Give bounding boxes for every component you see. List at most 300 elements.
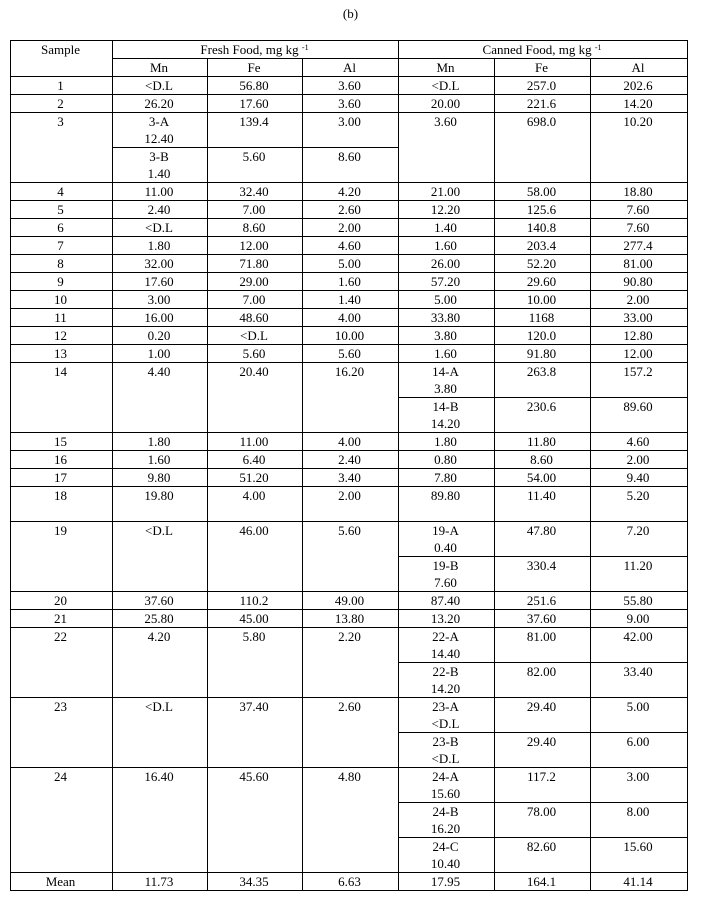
element-header-row (11, 59, 688, 77)
header-row (11, 41, 688, 59)
fresh-fe-cell: 45.60 (208, 768, 303, 873)
fresh-al-cell: 13.80 (303, 610, 399, 628)
canned-fe-cell: 251.6 (495, 592, 591, 610)
sample-cell: 13 (11, 345, 113, 363)
mn-line: 22-B (432, 664, 459, 679)
canned-mn-cell (399, 183, 495, 201)
fresh-al-cell: 2.60 (303, 201, 399, 219)
canned-fe-cell: 117.2 (495, 768, 591, 803)
fresh-al-cell: 3.60 (303, 77, 399, 95)
table-row (11, 113, 688, 148)
mn-line: 0.80 (434, 452, 457, 467)
mn-line: 24-C (432, 839, 459, 854)
canned-al-cell: 14.20 (591, 95, 688, 113)
canned-fe-cell: 47.80 (495, 522, 591, 557)
fresh-mn-cell (113, 291, 208, 309)
sample-cell: 16 (11, 451, 113, 469)
mn-line: 19.80 (144, 488, 174, 503)
canned-fe-header: Fe (495, 59, 591, 77)
table-row (11, 610, 688, 628)
canned-fe-cell: 120.0 (495, 327, 591, 345)
canned-mn-cell (399, 201, 495, 219)
table-row (11, 327, 688, 345)
table-caption: (b) (342, 6, 359, 21)
sample-cell: 2 (11, 95, 113, 113)
fresh-al-cell: 2.40 (303, 451, 399, 469)
fresh-al-cell: 2.00 (303, 219, 399, 237)
fresh-fe-cell: 4.00 (208, 487, 303, 522)
canned-fe-cell: 125.6 (495, 201, 591, 219)
canned-al-cell: 4.60 (591, 433, 688, 451)
fresh-fe-cell: 12.00 (208, 237, 303, 255)
fresh-fe-cell: 56.80 (208, 77, 303, 95)
mn-line: 12.40 (144, 131, 174, 146)
fresh-food-header: Fresh Food, mg kg $^{-1}$ (113, 41, 399, 59)
fresh-fe-cell: 71.80 (208, 255, 303, 273)
mn-line: 19-B (432, 558, 459, 573)
canned-mn-cell (399, 77, 495, 95)
canned-al-cell: 33.40 (591, 663, 688, 698)
fresh-al-cell: 10.00 (303, 327, 399, 345)
table-row (11, 95, 688, 113)
fresh-mn-cell (113, 345, 208, 363)
sample-cell: 17 (11, 469, 113, 487)
mn-line: 14.20 (430, 416, 461, 431)
mn-line: 26.00 (430, 256, 461, 271)
mn-line: 7.60 (434, 575, 457, 590)
canned-fe-cell: 29.40 (495, 698, 591, 733)
fresh-fe-cell: 8.60 (208, 219, 303, 237)
fresh-mn-header: Mn (113, 59, 208, 77)
sample-header: Sample (11, 41, 113, 77)
canned-fe-cell: 10.00 (495, 291, 591, 309)
mn-line: 4.40 (147, 364, 171, 379)
table-row (11, 469, 688, 487)
mn-line: <D.L (145, 699, 173, 714)
mn-line: 4.20 (147, 629, 171, 644)
canned-mn-cell (399, 768, 495, 803)
canned-mn-cell (399, 309, 495, 327)
mn-line: 12.20 (430, 202, 461, 217)
table-row (11, 433, 688, 451)
mn-line: 1.80 (434, 434, 457, 449)
mean-row (11, 873, 688, 891)
fresh-mn-cell (113, 237, 208, 255)
metals-table (10, 40, 688, 891)
mn-line: 24-B (432, 804, 459, 819)
canned-mn-cell (399, 273, 495, 291)
mn-line: 1.40 (147, 166, 171, 181)
fresh-fe-cell: 45.00 (208, 610, 303, 628)
sample-cell: 22 (11, 628, 113, 698)
canned-al-cell: 12.00 (591, 345, 688, 363)
mn-line: 3.80 (434, 328, 457, 343)
mn-line: 89.80 (430, 488, 461, 503)
fresh-fe-cell: 5.80 (208, 628, 303, 698)
canned-mn-cell (399, 291, 495, 309)
mn-line: <D.L (431, 751, 460, 766)
fresh-mn-cell (113, 95, 208, 113)
table-row (11, 628, 688, 663)
mn-line: 11.00 (144, 184, 174, 199)
canned-mn-cell (399, 345, 495, 363)
fresh-al-cell: 4.00 (303, 433, 399, 451)
mn-line: 14-A (432, 364, 459, 379)
table-row (11, 237, 688, 255)
mn-line: <D.L (431, 78, 460, 93)
canned-al-cell: 15.60 (591, 838, 688, 873)
canned-al-cell: 2.00 (591, 291, 688, 309)
canned-al-cell: 10.20 (591, 113, 688, 183)
canned-fe-cell: 698.0 (495, 113, 591, 183)
fresh-fe-cell: 7.00 (208, 201, 303, 219)
fresh-mn-cell (113, 183, 208, 201)
unit-exponent: -1 (301, 43, 309, 52)
canned-fe-cell: 52.20 (495, 255, 591, 273)
mn-line: 14-B (432, 399, 459, 414)
unit-exponent: -1 (594, 43, 602, 52)
table-row (11, 487, 688, 522)
fresh-al-cell: 1.60 (303, 273, 399, 291)
mn-line: 2.40 (147, 202, 171, 217)
fresh-fe-cell: 32.40 (208, 183, 303, 201)
fresh-fe-cell: 139.4 (208, 113, 303, 148)
fresh-al-cell: 4.20 (303, 183, 399, 201)
canned-al-cell: 2.00 (591, 451, 688, 469)
table-body (11, 77, 688, 891)
fresh-mn-cell (113, 113, 208, 148)
mn-line: 20.00 (430, 96, 461, 111)
canned-al-cell: 9.40 (591, 469, 688, 487)
table-row (11, 255, 688, 273)
mn-line: 14.20 (430, 681, 461, 696)
canned-mn-cell (399, 113, 495, 183)
fresh-mn-cell (113, 201, 208, 219)
sample-cell: 1 (11, 77, 113, 95)
canned-al-cell: 90.80 (591, 273, 688, 291)
mn-line: 3-B (149, 149, 169, 164)
canned-fe-cell: 11.80 (495, 433, 591, 451)
fresh-mn-cell (113, 309, 208, 327)
mn-line: 21.00 (430, 184, 461, 199)
canned-mn-cell (399, 219, 495, 237)
mn-line: 57.20 (430, 274, 461, 289)
canned-al-cell: 8.00 (591, 803, 688, 838)
mn-line: 0.20 (147, 328, 171, 343)
fresh-fe-cell: 5.60 (208, 148, 303, 183)
mn-line: 7.80 (434, 470, 457, 485)
canned-fe-cell: 54.00 (495, 469, 591, 487)
fresh-fe-cell: 29.00 (208, 273, 303, 291)
canned-mn-header: Mn (399, 59, 495, 77)
sample-cell: 3 (11, 113, 113, 183)
sample-cell: 19 (11, 522, 113, 592)
fresh-fe-cell: 48.60 (208, 309, 303, 327)
mn-line: 1.40 (434, 220, 457, 235)
mn-line: 23-B (432, 734, 459, 749)
fresh-al-cell: 3.00 (303, 113, 399, 148)
table-row (11, 309, 688, 327)
fresh-al-header: Al (303, 59, 399, 77)
table-row (11, 522, 688, 557)
mn-line: 87.40 (430, 593, 461, 608)
fresh-fe-cell: 6.40 (208, 451, 303, 469)
canned-fe-cell: 29.60 (495, 273, 591, 291)
canned-al-cell: 9.00 (591, 610, 688, 628)
fresh-mn-cell (113, 451, 208, 469)
sample-cell: 6 (11, 219, 113, 237)
canned-mn-cell (399, 255, 495, 273)
mean-value: 164.1 (495, 873, 591, 891)
mn-line: 3-A (148, 114, 170, 129)
canned-fe-cell: 37.60 (495, 610, 591, 628)
sample-cell: 11 (11, 309, 113, 327)
fresh-al-cell: 3.40 (303, 469, 399, 487)
canned-fe-cell: 140.8 (495, 219, 591, 237)
fresh-mn-cell (113, 327, 208, 345)
canned-fe-cell: 81.00 (495, 628, 591, 663)
sample-cell: 10 (11, 291, 113, 309)
mn-line: 25.80 (144, 611, 174, 626)
fresh-mn-cell (113, 77, 208, 95)
canned-fe-cell: 330.4 (495, 557, 591, 592)
mn-line: 1.00 (147, 346, 171, 361)
canned-mn-cell (399, 557, 495, 592)
canned-fe-cell: 221.6 (495, 95, 591, 113)
fresh-mn-cell (113, 273, 208, 291)
sample-cell: 4 (11, 183, 113, 201)
fresh-fe-cell: 51.20 (208, 469, 303, 487)
canned-fe-cell: 82.00 (495, 663, 591, 698)
fresh-mn-cell (113, 628, 208, 698)
canned-al-cell: 12.80 (591, 327, 688, 345)
fresh-fe-cell: 7.00 (208, 291, 303, 309)
fresh-fe-cell: 37.40 (208, 698, 303, 768)
sample-cell: 21 (11, 610, 113, 628)
sample-cell: 23 (11, 698, 113, 768)
fresh-al-cell: 1.40 (303, 291, 399, 309)
canned-fe-cell: 91.80 (495, 345, 591, 363)
canned-al-cell: 3.00 (591, 768, 688, 803)
canned-fe-cell: 11.40 (495, 487, 591, 522)
fresh-mn-cell (113, 487, 208, 522)
fresh-mn-cell (113, 363, 208, 433)
mean-value: 17.95 (399, 873, 495, 891)
mn-line: <D.L (145, 78, 173, 93)
table-row (11, 219, 688, 237)
mn-line: <D.L (145, 523, 173, 538)
sample-cell: 7 (11, 237, 113, 255)
canned-mn-cell (399, 698, 495, 733)
canned-fe-cell: 1168 (495, 309, 591, 327)
canned-food-header: Canned Food, mg kg $^{-1}$ (399, 41, 688, 59)
mn-line: 14.40 (430, 646, 461, 661)
fresh-al-cell: 2.20 (303, 628, 399, 698)
fresh-fe-cell: 11.00 (208, 433, 303, 451)
fresh-mn-cell (113, 522, 208, 592)
mn-line: 17.60 (144, 274, 174, 289)
mn-line: 3.80 (434, 381, 457, 396)
fresh-mn-cell (113, 148, 208, 183)
canned-fe-cell: 230.6 (495, 398, 591, 433)
fresh-al-cell: 16.20 (303, 363, 399, 433)
canned-mn-cell (399, 433, 495, 451)
fresh-al-cell: 4.00 (303, 309, 399, 327)
canned-mn-cell (399, 451, 495, 469)
canned-al-cell: 7.20 (591, 522, 688, 557)
fresh-mn-cell (113, 469, 208, 487)
mn-line: 15.60 (430, 786, 461, 801)
mn-line: 1.60 (147, 452, 171, 467)
fresh-al-cell: 49.00 (303, 592, 399, 610)
sample-cell: 20 (11, 592, 113, 610)
canned-mn-cell (399, 95, 495, 113)
mn-line: 19-A (432, 523, 459, 538)
mn-line: 1.80 (147, 238, 171, 253)
fresh-mn-cell (113, 433, 208, 451)
fresh-al-cell: 4.60 (303, 237, 399, 255)
fresh-al-cell: 2.60 (303, 698, 399, 768)
mn-line: 26.20 (144, 96, 174, 111)
canned-al-cell: 42.00 (591, 628, 688, 663)
sample-cell: 5 (11, 201, 113, 219)
mn-line: 3.00 (147, 292, 171, 307)
mn-line: 0.40 (434, 540, 457, 555)
mn-line: 16.00 (144, 310, 174, 325)
mn-line: 1.80 (147, 434, 171, 449)
canned-mn-cell (399, 663, 495, 698)
mn-line: 16.40 (144, 769, 174, 784)
canned-fe-cell: 29.40 (495, 733, 591, 768)
fresh-fe-cell: <D.L (208, 327, 303, 345)
canned-fe-cell: 82.60 (495, 838, 591, 873)
table-row (11, 201, 688, 219)
fresh-fe-cell: 17.60 (208, 95, 303, 113)
sample-cell: 8 (11, 255, 113, 273)
canned-al-cell: 55.80 (591, 592, 688, 610)
canned-al-cell: 89.60 (591, 398, 688, 433)
canned-mn-cell (399, 838, 495, 873)
table-row (11, 183, 688, 201)
table-row (11, 592, 688, 610)
sample-cell: 12 (11, 327, 113, 345)
mn-line: 13.20 (430, 611, 461, 626)
fresh-mn-cell (113, 768, 208, 873)
canned-fe-cell: 257.0 (495, 77, 591, 95)
mean-label: Mean (11, 873, 113, 891)
canned-al-cell: 33.00 (591, 309, 688, 327)
table-row (11, 273, 688, 291)
table-row (11, 291, 688, 309)
canned-mn-cell (399, 733, 495, 768)
table-row (11, 768, 688, 803)
fresh-fe-cell: 46.00 (208, 522, 303, 592)
mn-line: 3.60 (434, 114, 457, 129)
canned-mn-cell (399, 803, 495, 838)
canned-al-cell: 5.20 (591, 487, 688, 522)
fresh-al-cell: 8.60 (303, 148, 399, 183)
table-row (11, 451, 688, 469)
canned-al-cell: 6.00 (591, 733, 688, 768)
mn-line: 5.00 (434, 292, 457, 307)
canned-mn-cell (399, 522, 495, 557)
mn-line: 1.60 (434, 346, 457, 361)
fresh-al-cell: 2.00 (303, 487, 399, 522)
table-row (11, 363, 688, 398)
fresh-al-cell: 3.60 (303, 95, 399, 113)
mn-line: 10.40 (430, 856, 461, 871)
sample-cell: 18 (11, 487, 113, 522)
sample-cell: 9 (11, 273, 113, 291)
canned-mn-cell (399, 237, 495, 255)
sample-cell: 15 (11, 433, 113, 451)
canned-mn-cell (399, 469, 495, 487)
fresh-fe-cell: 110.2 (208, 592, 303, 610)
mn-line: 23-A (432, 699, 459, 714)
fresh-mn-cell (113, 219, 208, 237)
canned-fe-cell: 58.00 (495, 183, 591, 201)
canned-al-cell: 5.00 (591, 698, 688, 733)
canned-al-cell: 81.00 (591, 255, 688, 273)
canned-al-cell: 18.80 (591, 183, 688, 201)
sample-cell: 14 (11, 363, 113, 433)
canned-al-cell: 277.4 (591, 237, 688, 255)
fresh-mn-cell (113, 255, 208, 273)
canned-al-cell: 157.2 (591, 363, 688, 398)
fresh-mn-cell (113, 592, 208, 610)
canned-mn-cell (399, 487, 495, 522)
mean-value: 34.35 (208, 873, 303, 891)
mn-line: 22-A (432, 629, 459, 644)
mn-line: 16.20 (430, 821, 461, 836)
canned-mn-cell (399, 628, 495, 663)
canned-mn-cell (399, 363, 495, 398)
mn-line: 32.00 (144, 256, 174, 271)
sample-cell: 24 (11, 768, 113, 873)
canned-al-cell: 7.60 (591, 201, 688, 219)
fresh-al-cell: 5.00 (303, 255, 399, 273)
canned-fe-cell: 8.60 (495, 451, 591, 469)
fresh-mn-cell (113, 698, 208, 768)
canned-al-cell: 202.6 (591, 77, 688, 95)
canned-al-header: Al (591, 59, 688, 77)
canned-al-cell: 7.60 (591, 219, 688, 237)
mean-value: 6.63 (303, 873, 399, 891)
canned-al-cell: 11.20 (591, 557, 688, 592)
table-row (11, 698, 688, 733)
table-row (11, 345, 688, 363)
mn-line: 9.80 (147, 470, 171, 485)
canned-mn-cell (399, 327, 495, 345)
fresh-fe-header: Fe (208, 59, 303, 77)
mn-line: <D.L (145, 220, 173, 235)
fresh-al-cell: 5.60 (303, 522, 399, 592)
mn-line: <D.L (431, 716, 460, 731)
fresh-al-cell: 5.60 (303, 345, 399, 363)
mn-line: 1.60 (434, 238, 457, 253)
fresh-fe-cell: 20.40 (208, 363, 303, 433)
canned-fe-cell: 263.8 (495, 363, 591, 398)
fresh-al-cell: 4.80 (303, 768, 399, 873)
mean-value: 11.73 (113, 873, 208, 891)
mn-line: 24-A (432, 769, 459, 784)
canned-mn-cell (399, 592, 495, 610)
canned-fe-cell: 203.4 (495, 237, 591, 255)
mn-line: 33.80 (430, 310, 461, 325)
canned-mn-cell (399, 398, 495, 433)
fresh-fe-cell: 5.60 (208, 345, 303, 363)
canned-fe-cell: 78.00 (495, 803, 591, 838)
